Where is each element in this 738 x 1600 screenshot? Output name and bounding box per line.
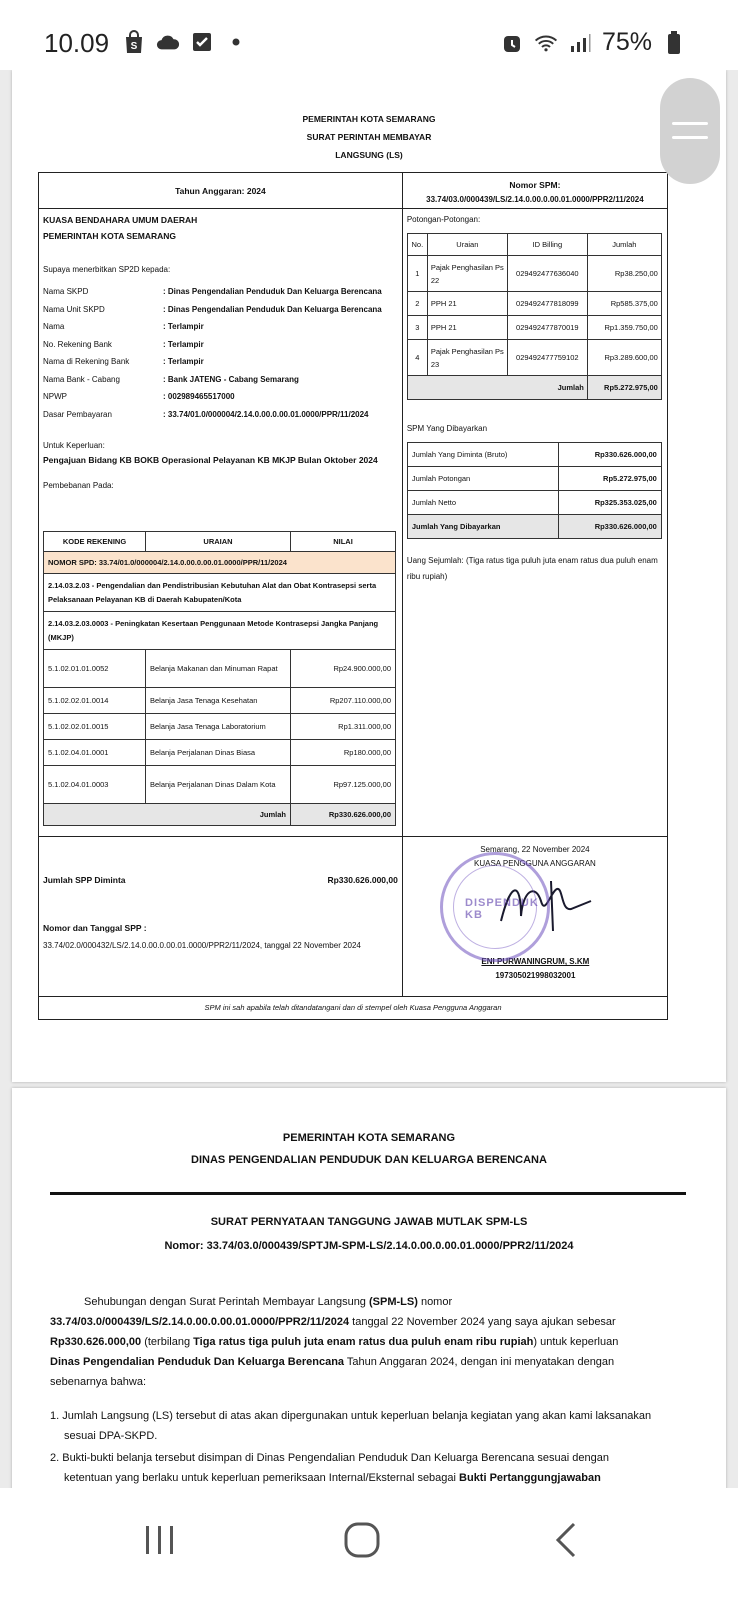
table-row: Jumlah Potongan Rp5.272.975,00 [407,467,661,491]
svg-text:S: S [130,41,138,52]
official-stamp: DISPENDUK KB [440,852,550,962]
ttd-nip: 197305021998032001 [495,971,576,980]
check-box-icon [190,30,214,54]
payee-fields [43,283,398,423]
navigation-bar [0,1488,738,1600]
status-time: 10.09 [44,28,110,58]
p2-list: 1. Jumlah Langsung (LS) tersebut di atas akan dipergunakan untuk keperluan belanja kegiatan yang akan kami laksanakan sesuai DPA-SKPD. 2. Bukti-bukti belanja tersebut disimpan di Dinas Pengendalian Penduduk Dan Keluarga Berencana sesuai dengan ketentuan yang berlaku untuk keperluan pemeriksaan Internal/Eksternal sebagai Bukti Pertanggungjawaban [50,1406,700,1488]
ttd-tempat: Semarang, 22 November 2024 [480,845,590,854]
table-row: 2 PPH 21 029492477818099 Rp585.375,00 [407,292,661,316]
cloud-icon [156,30,180,54]
p2-head-1: PEMERINTAH KOTA SEMARANG [282,1132,456,1144]
field-row: Nama SKPD : Dinas Pengendalian Penduduk Dan Keluarga Berencana [43,287,382,297]
back-button[interactable] [552,1520,582,1565]
footer-note: SPM ini sah apabila telah ditandatangani dan di stempel oleh Kuasa Pengguna Anggaran [204,1003,502,1012]
spm-dibayarkan-label: SPM Yang Dibayarkan [406,424,488,433]
spp-diminta-label: Jumlah SPP Diminta [43,875,126,885]
program-row: 2.14.03.2.03 - Pengendalian dan Pendistribusian Kebutuhan Alat dan Obat Kontrasepsi serta Pelaksanaan Pelayanan KB di Daerah Kabupaten/Kota [44,574,396,612]
field-row: Nama Unit SKPD : Dinas Pengendalian Penduduk Dan Keluarga Berencana [43,304,382,314]
scroll-handle-button[interactable] [660,78,720,184]
kuasa-bud: KUASA BENDAHARA UMUM DAERAH [43,215,198,225]
jumlah-label: Jumlah [44,804,291,826]
ringkasan-table [407,442,662,539]
home-button[interactable] [342,1520,382,1565]
spm-frame [38,172,668,1020]
signal-icon [568,31,592,55]
document-page-1 [12,70,726,1082]
rekening-table [43,531,396,826]
field-row: Dasar Pembayaran : 33.74/01.0/000004/2.14.0.00.0.00.01.0000/PPR/11/2024 [43,409,369,419]
battery-icon [662,31,686,55]
dibayarkan-label: Jumlah Yang Dibayarkan [407,515,558,539]
page1-header [12,110,726,164]
p2-title: SURAT PERNYATAAN TANGGUNG JAWAB MUTLAK SPM-LS [210,1216,528,1228]
spp-diminta: Rp330.626.000,00 [327,875,398,885]
p2-divider [50,1192,686,1195]
alarm-icon [500,31,524,55]
table-row: 5.1.02.02.01.0014 Belanja Jasa Tenaga Kesehatan Rp207.110.000,00 [44,688,396,714]
nomor-spp: 33.74/02.0/000432/LS/2.14.0.00.0.00.01.0000/PPR2/11/2024, tanggal 22 November 2024 [43,941,361,950]
pembebanan-label: Pembebanan Pada: [43,481,114,490]
table-row: Jumlah Netto Rp325.353.025,00 [407,491,661,515]
list-item: 2. Bukti-bukti belanja tersebut disimpan di Dinas Pengendalian Penduduk Dan Keluarga Berencana sesuai dengan [50,1452,609,1464]
potongan-jumlah: Rp5.272.975,00 [587,376,661,400]
spm-bottom [39,837,667,997]
pemkot-label: PEMERINTAH KOTA SEMARANG [43,231,177,241]
table-row: 5.1.02.04.01.0001 Belanja Perjalanan Dinas Biasa Rp180.000,00 [44,740,396,766]
field-row: Nama di Rekening Bank : Terlampir [43,357,204,367]
list-item: 1. Jumlah Langsung (LS) tersebut di atas akan dipergunakan untuk keperluan belanja kegiatan yang akan kami laksanakan [50,1410,652,1422]
spm-top-row [39,173,667,209]
wifi-icon [534,31,558,55]
header-line-1: PEMERINTAH KOTA SEMARANG [302,114,436,124]
table-row: Jumlah Yang Diminta (Bruto) Rp330.626.000,00 [407,443,661,467]
home-icon [342,1520,382,1560]
potongan-table: No. Uraian ID Billing Jumlah 1 Pajak Penghasilan Ps 22 029492477636040 Rp38.250,00 2 PPH 21 029492477818099 Rp585.375,00 3 PPH 21 029492477870019 Rp1.359.750,00 4 Pajak Penghasilan Ps 23 029492477759102 Rp3.289.600,00 Jumlah Rp5.272.975,00 [407,233,662,400]
dot-icon [224,30,248,54]
document-viewer[interactable] [0,70,738,1488]
table-row: 5.1.02.02.01.0015 Belanja Jasa Tenaga Laboratorium Rp1.311.000,00 [44,714,396,740]
untuk-keperluan: Pengajuan Bidang KB BOKB Operasional Pelayanan KB MKJP Bulan Oktober 2024 [43,455,378,465]
subkegiatan-row: 2.14.03.2.03.0003 - Peningkatan Kesertaan Penggunaan Metode Kontrasepsi Jangka Panjang (MKJP) [44,612,396,650]
field-row: NPWP : 002989465517000 [43,392,235,402]
spm-body [39,209,667,837]
status-notification-icons [122,30,248,54]
p2-nomor: Nomor: 33.74/03.0/000439/SPTJM-SPM-LS/2.14.0.00.0.00.01.0000/PPR2/11/2024 [164,1240,574,1252]
th-kode: KODE REKENING [44,532,146,552]
p2-paragraph: Sehubungan dengan Surat Perintah Membayar Langsung (SPM-LS) nomor 33.74/03.0/000439/LS/2.14.0.00.0.00.01.0000/PPR2/11/2024 tanggal 22 November 2024 yang saya ajukan sebesar Rp330.626.000,00 (terbilang Tiga ratus tiga puluh juta enam ratus dua puluh enam ribu rupiah) untuk keperluan Dinas Pengendalian Penduduk Dan Keluarga Berencana Tahun Anggaran 2024, dengan ini menyatakan dengan sebenarnya bahwa: [50,1296,619,1388]
p2-head-2: DINAS PENGENDALIAN PENDUDUK DAN KELUARGA BERENCANA [191,1154,547,1166]
dibayarkan: Rp330.626.000,00 [559,515,662,539]
header-line-2: SURAT PERINTAH MEMBAYAR [306,132,432,142]
back-icon [552,1520,582,1560]
potongan-label: Potongan-Potongan: [406,215,481,224]
table-row: 4 Pajak Penghasilan Ps 23 029492477759102 Rp3.289.600,00 [407,340,661,376]
status-system-icons [500,28,686,57]
nomor-spm: 33.74/03.0/000439/LS/2.14.0.00.0.00.01.0000/PPR2/11/2024 [426,195,644,204]
nomor-spd: NOMOR SPD: 33.74/01.0/000004/2.14.0.00.0.00.01.0000/PPR/11/2024 [44,552,396,574]
status-bar [0,0,738,70]
ttd-jabatan: KUASA PENGGUNA ANGGARAN [474,859,596,868]
field-row: Nama Bank - Cabang : Bank JATENG - Cabang Semarang [43,374,299,384]
terbilang: Uang Sejumlah: (Tiga ratus tiga puluh juta enam ratus dua puluh enam ribu rupiah) [406,556,658,581]
recent-apps-icon [142,1522,178,1558]
th-nilai: NILAI [291,532,396,552]
tahun-anggaran: Tahun Anggaran: 2024 [175,185,266,196]
field-row: Nama : Terlampir [43,322,204,332]
table-row: 1 Pajak Penghasilan Ps 22 029492477636040 Rp38.250,00 [407,256,661,292]
shopping-bag-icon [122,30,146,54]
th-uraian: URAIAN [146,532,291,552]
nomor-spm-label: Nomor SPM: [509,180,561,190]
supaya-label: Supaya menerbitkan SP2D kepada: [43,265,171,274]
table-row: 3 PPH 21 029492477870019 Rp1.359.750,00 [407,316,661,340]
ttd-nama: ENI PURWANINGRUM, S.KM [481,957,590,966]
jumlah-nilai: Rp330.626.000,00 [291,804,396,826]
header-line-3: LANGSUNG (LS) [335,150,403,160]
field-row: No. Rekening Bank : Terlampir [43,339,204,349]
recent-apps-button[interactable] [142,1522,178,1563]
document-page-2 [12,1088,726,1488]
untuk-keperluan-label: Untuk Keperluan: [43,441,105,450]
nomor-spp-label: Nomor dan Tanggal SPP : [43,923,147,933]
table-row: 5.1.02.01.01.0052 Belanja Makanan dan Minuman Rapat Rp24.900.000,00 [44,650,396,688]
potongan-jumlah-label: Jumlah [407,376,587,400]
battery-percent: 75% [601,28,652,56]
table-row: 5.1.02.04.01.0003 Belanja Perjalanan Dinas Dalam Kota Rp97.125.000,00 [44,766,396,804]
